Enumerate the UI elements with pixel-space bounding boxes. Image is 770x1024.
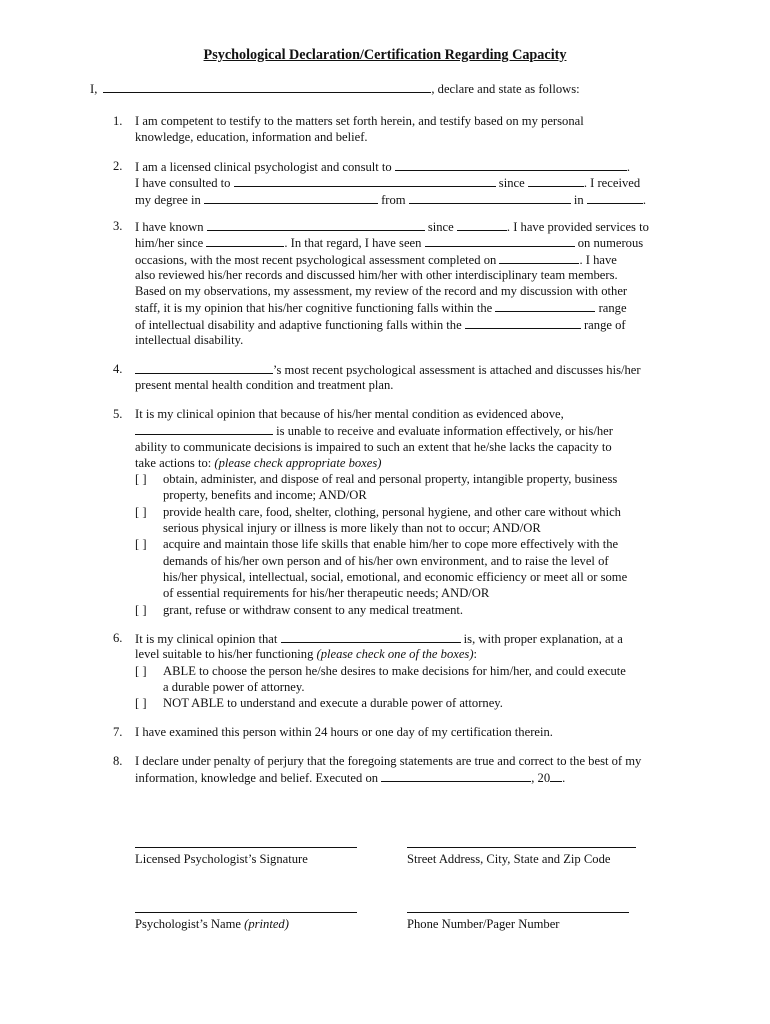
item-5-text-b: is unable to receive and evaluate information effectively, or his/her <box>276 424 613 439</box>
item-6-instruction: (please check one of the boxes) <box>316 647 474 662</box>
item-8 <box>113 753 693 786</box>
item-number: 1. <box>113 114 123 128</box>
item-4 <box>113 361 693 393</box>
item-2-from: from <box>381 192 406 207</box>
item-1-line-2: knowledge, education, information and belief. <box>135 130 368 145</box>
phone-label: Phone Number/Pager Number <box>407 917 560 931</box>
signature-line[interactable] <box>135 847 357 848</box>
option-life-skills-line-1: acquire and maintain those life skills that enable him/her to cope more effectively with the <box>163 537 619 552</box>
phone-line[interactable] <box>407 912 629 913</box>
degree-institution-blank[interactable] <box>409 191 571 204</box>
option-life-skills-line-4: of essential requirements for his/her therapeutic needs; AND/OR <box>163 586 490 601</box>
item-2-end: . <box>642 192 646 207</box>
item-2-text-b: I have consulted to <box>135 176 231 191</box>
executed-date-blank[interactable] <box>381 769 531 782</box>
item-5-instruction: (please check appropriate boxes) <box>214 455 382 470</box>
cognitive-range-blank[interactable] <box>495 299 595 312</box>
executed-year-blank[interactable] <box>550 769 562 782</box>
item-2 <box>113 158 693 207</box>
item-3-seen: . In that regard, I have seen <box>284 236 422 251</box>
intro-tail: , declare and state as follows: <box>431 82 580 96</box>
checkbox-not-able[interactable]: [ ] <box>135 696 147 711</box>
item-number: 7. <box>113 725 123 739</box>
seen-person-blank[interactable] <box>425 234 575 247</box>
adaptive-range-blank[interactable] <box>465 316 581 329</box>
known-since-blank[interactable] <box>457 218 507 231</box>
address-label: Street Address, City, State and Zip Code <box>407 852 611 866</box>
item-number: 8. <box>113 754 123 768</box>
item-3-line-4: also reviewed his/her records and discussed him/her with other interdisciplinary team members. <box>135 267 618 282</box>
subject-name-blank[interactable] <box>135 361 273 374</box>
item-2-since: since <box>498 176 525 191</box>
item-3-range-of: range of <box>583 317 626 332</box>
item-3-text-g: of intellectual disability and adaptive functioning falls within the <box>135 317 462 332</box>
item-3-have: . I have <box>579 252 617 267</box>
item-5-line-1: It is my clinical opinion that because of his/her mental condition as evidenced above, <box>135 407 564 421</box>
assessment-date-blank[interactable] <box>499 251 579 264</box>
item-3-text-c: occasions, with the most recent psychological assessment completed on <box>135 252 497 267</box>
option-medical-consent: grant, refuse or withdraw consent to any medical treatment. <box>163 602 464 617</box>
consulted-since-blank[interactable] <box>528 174 584 187</box>
item-8-text-b: information, knowledge and belief. Executed on <box>135 771 379 786</box>
item-number: 5. <box>113 407 123 421</box>
item-8-line-1: I declare under penalty of perjury that the foregoing statements are true and correct to the best of my <box>135 754 642 768</box>
item-3-text-a: I have known <box>135 220 204 234</box>
item-2-in: in <box>573 192 584 207</box>
item-3-services: . I have provided services to <box>506 220 649 234</box>
item-3-numerous: on numerous <box>577 236 644 251</box>
item-8-year-prefix: , 20 <box>531 771 551 786</box>
item-1-line-1: I am competent to testify to the matters set forth herein, and testify based on my personal <box>135 114 584 128</box>
option-able-line-2: a durable power of attorney. <box>163 679 305 694</box>
item-5-line-3: ability to communicate decisions is impaired to such an extent that he/she lacks the capacity to <box>135 439 612 454</box>
item-6-text-a: It is my clinical opinion that <box>135 632 278 646</box>
item-4-line-2: present mental health condition and treatment plan. <box>135 378 394 393</box>
item-3-text-b: him/her since <box>135 236 204 251</box>
item-7-line-1: I have examined this person within 24 hours or one day of my certification therein. <box>135 725 553 739</box>
item-6 <box>113 630 693 711</box>
option-health-line-2: serious physical injury or illness is more likely than not to occur; AND/OR <box>163 521 541 536</box>
option-life-skills-line-2: demands of his/her own person and of his/her own environment, and to raise the level of <box>163 553 609 568</box>
checkbox-life-skills[interactable]: [ ] <box>135 537 147 552</box>
known-person-blank[interactable] <box>207 218 425 231</box>
intro-line <box>90 80 580 97</box>
printed-note: (printed) <box>244 917 289 931</box>
checkbox-able[interactable]: [ ] <box>135 663 147 678</box>
consulted-to-blank[interactable] <box>234 174 496 187</box>
checkbox-health-care[interactable]: [ ] <box>135 504 147 519</box>
item-6-colon: : <box>473 647 478 662</box>
item-4-text-a: ’s most recent psychological assessment is attached and discusses his/her <box>273 363 641 377</box>
consult-to-blank[interactable] <box>395 158 627 171</box>
item-3-text-f: staff, it is my opinion that his/her cognitive functioning falls within the <box>135 301 493 316</box>
item-6-text-a2: is, with proper explanation, at a <box>463 632 623 646</box>
item-2-text-c: my degree in <box>135 192 201 207</box>
degree-year-blank[interactable] <box>587 191 643 204</box>
item-number: 6. <box>113 631 123 645</box>
item-2-text-a: I am a licensed clinical psychologist and consult to <box>135 160 392 174</box>
signature-label: Licensed Psychologist’s Signature <box>135 852 308 866</box>
checkbox-medical-consent[interactable]: [ ] <box>135 602 147 617</box>
item-2-received: . I received <box>583 176 641 191</box>
item-3-since: since <box>427 220 454 234</box>
services-since-blank[interactable] <box>206 234 284 247</box>
item-5 <box>113 406 693 617</box>
printed-name-label <box>135 916 289 932</box>
item-number: 2. <box>113 159 123 173</box>
item-3-line-5: Based on my observations, my assessment, my review of the record and my discussion with other <box>135 284 628 299</box>
option-not-able: NOT ABLE to understand and execute a durable power of attorney. <box>163 696 503 711</box>
option-health-line-1: provide health care, food, shelter, clothing, personal hygiene, and other care without which <box>163 504 621 519</box>
item-3 <box>113 218 693 348</box>
checkbox-property[interactable]: [ ] <box>135 472 147 487</box>
option-property-line-2: property, benefits and income; AND/OR <box>163 488 367 503</box>
printed-name-text: Psychologist’s Name <box>135 917 241 931</box>
option-life-skills-line-3: his/her physical, intellectual, social, emotional, and economic efficiency or meet all or some <box>163 569 628 584</box>
address-line[interactable] <box>407 847 636 848</box>
item-5-text-d: take actions to: <box>135 455 212 470</box>
item-number: 3. <box>113 219 123 233</box>
document-title: Psychological Declaration/Certification Regarding Capacity <box>203 47 567 63</box>
subject-name-blank-2[interactable] <box>135 422 273 435</box>
option-property-line-1: obtain, administer, and dispose of real and personal property, intangible property, business <box>163 472 618 487</box>
item-7 <box>113 724 693 740</box>
option-able-line-1: ABLE to choose the person he/she desires to make decisions for him/her, and could execute <box>163 663 626 678</box>
degree-field-blank[interactable] <box>204 191 378 204</box>
item-number: 4. <box>113 362 123 376</box>
item-8-end: . <box>562 771 566 786</box>
declarant-name-blank[interactable] <box>103 80 431 93</box>
item-6-text-b: level suitable to his/her functioning <box>135 647 314 662</box>
item-1 <box>113 113 693 145</box>
item-3-line-8: intellectual disability. <box>135 333 244 348</box>
item-3-range: range <box>598 301 627 316</box>
intro-lead: I, <box>90 82 98 96</box>
item-2-period: . <box>626 160 631 174</box>
subject-name-blank-3[interactable] <box>281 630 461 643</box>
printed-name-line[interactable] <box>135 912 357 913</box>
